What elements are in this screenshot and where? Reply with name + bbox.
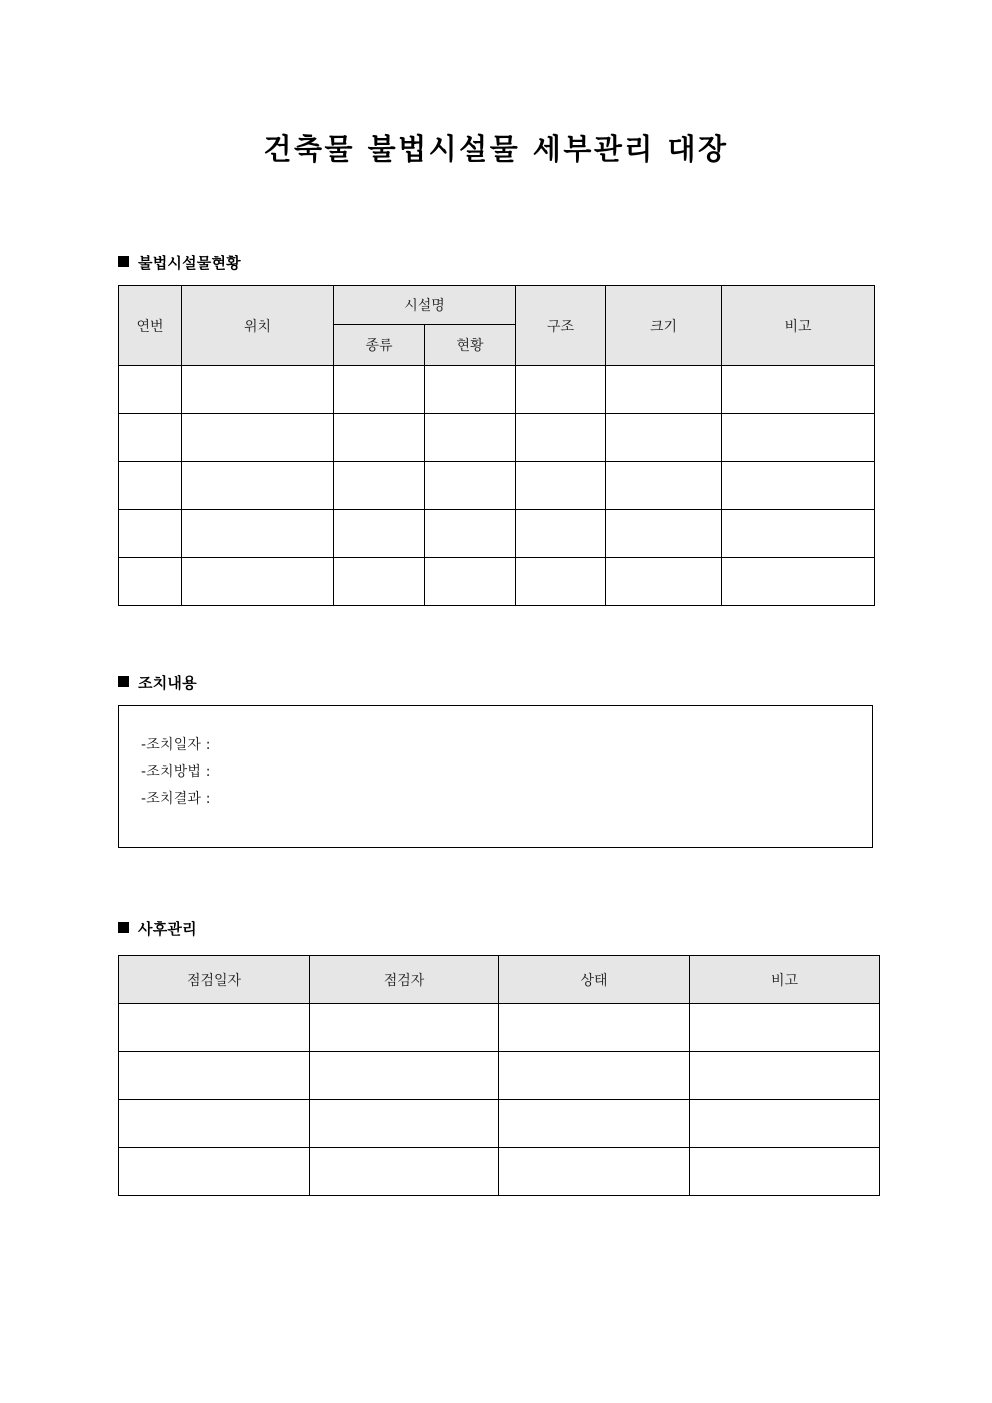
table-cell[interactable] xyxy=(722,558,875,606)
table-cell[interactable] xyxy=(499,1100,690,1148)
table-cell[interactable] xyxy=(182,414,334,462)
table-cell[interactable] xyxy=(119,1148,310,1196)
table-cell[interactable] xyxy=(425,558,516,606)
table-cell[interactable] xyxy=(499,1004,690,1052)
column-header-remarks: 비고 xyxy=(722,286,875,366)
column-header-location: 위치 xyxy=(182,286,334,366)
table-cell[interactable] xyxy=(119,558,182,606)
table-cell[interactable] xyxy=(119,462,182,510)
page-title: 건축물 불법시설물 세부관리 대장 xyxy=(263,132,729,166)
table-header-row-primary xyxy=(119,286,875,325)
section-heading-followup xyxy=(118,918,197,940)
table-cell[interactable] xyxy=(516,462,606,510)
table-cell[interactable] xyxy=(690,1148,880,1196)
table-cell[interactable] xyxy=(606,366,722,414)
action-lines-container xyxy=(119,706,872,813)
column-header-inspector: 점검자 xyxy=(310,956,499,1004)
table-cell[interactable] xyxy=(722,462,875,510)
table-cell[interactable] xyxy=(119,366,182,414)
table-cell[interactable] xyxy=(499,1052,690,1100)
table-cell[interactable] xyxy=(722,366,875,414)
table-row xyxy=(119,1100,880,1148)
table-row xyxy=(119,366,875,414)
table-cell[interactable] xyxy=(334,558,425,606)
table-cell[interactable] xyxy=(334,366,425,414)
table-row xyxy=(119,1148,880,1196)
table-cell[interactable] xyxy=(182,510,334,558)
column-header-size: 크기 xyxy=(606,286,722,366)
square-bullet-icon xyxy=(118,922,129,933)
column-header-facility-type: 종류 xyxy=(334,325,425,366)
table-cell[interactable] xyxy=(334,462,425,510)
section-heading-status xyxy=(118,252,241,274)
table-cell[interactable] xyxy=(310,1052,499,1100)
table-cell[interactable] xyxy=(182,558,334,606)
action-line: -조치방법 : xyxy=(141,764,211,780)
table-head xyxy=(119,286,875,366)
table-row xyxy=(119,1052,880,1100)
table-cell[interactable] xyxy=(499,1148,690,1196)
table-cell[interactable] xyxy=(182,462,334,510)
table-cell[interactable] xyxy=(334,510,425,558)
followup-management-table xyxy=(118,955,880,1196)
table-cell[interactable] xyxy=(690,1004,880,1052)
table-cell[interactable] xyxy=(690,1100,880,1148)
square-bullet-icon xyxy=(118,256,129,267)
table-cell[interactable] xyxy=(119,510,182,558)
square-bullet-icon xyxy=(118,676,129,687)
table-row xyxy=(119,414,875,462)
table-cell[interactable] xyxy=(119,1004,310,1052)
table-body xyxy=(119,1004,880,1196)
illegal-facility-status-table xyxy=(118,285,875,606)
column-header-remarks: 비고 xyxy=(690,956,880,1004)
table-cell[interactable] xyxy=(516,414,606,462)
table-row xyxy=(119,510,875,558)
table-cell[interactable] xyxy=(516,558,606,606)
table-cell[interactable] xyxy=(182,366,334,414)
column-header-facility-condition: 현황 xyxy=(425,325,516,366)
table-header-row xyxy=(119,956,880,1004)
table-cell[interactable] xyxy=(310,1100,499,1148)
table-cell[interactable] xyxy=(425,414,516,462)
table-cell[interactable] xyxy=(516,510,606,558)
column-header-facility-name: 시설명 xyxy=(334,286,516,325)
table-cell[interactable] xyxy=(119,1052,310,1100)
table-body xyxy=(119,366,875,606)
table-cell[interactable] xyxy=(334,414,425,462)
action-line: -조치일자 : xyxy=(141,737,211,753)
section-heading-status-label: 불법시설물현황 xyxy=(138,254,241,272)
table-cell[interactable] xyxy=(425,510,516,558)
table-cell[interactable] xyxy=(310,1148,499,1196)
table-row xyxy=(119,558,875,606)
section-heading-action-label: 조치내용 xyxy=(138,674,197,692)
column-header-structure: 구조 xyxy=(516,286,606,366)
table-cell[interactable] xyxy=(516,366,606,414)
table-cell[interactable] xyxy=(425,462,516,510)
column-header-condition: 상태 xyxy=(499,956,690,1004)
action-details-box[interactable] xyxy=(118,705,873,848)
table-cell[interactable] xyxy=(119,1100,310,1148)
table-cell[interactable] xyxy=(310,1004,499,1052)
column-header-inspection-date: 점검일자 xyxy=(119,956,310,1004)
table-head xyxy=(119,956,880,1004)
table-cell[interactable] xyxy=(606,558,722,606)
table-cell[interactable] xyxy=(119,414,182,462)
table-row xyxy=(119,1004,880,1052)
table-cell[interactable] xyxy=(606,462,722,510)
section-heading-action xyxy=(118,672,197,694)
table-cell[interactable] xyxy=(722,510,875,558)
table-cell[interactable] xyxy=(690,1052,880,1100)
table-cell[interactable] xyxy=(606,414,722,462)
section-heading-followup-label: 사후관리 xyxy=(138,920,197,938)
action-line: -조치결과 : xyxy=(141,791,211,807)
table-cell[interactable] xyxy=(606,510,722,558)
table-cell[interactable] xyxy=(425,366,516,414)
column-header-serial-no: 연번 xyxy=(119,286,182,366)
table-row xyxy=(119,462,875,510)
table-cell[interactable] xyxy=(722,414,875,462)
